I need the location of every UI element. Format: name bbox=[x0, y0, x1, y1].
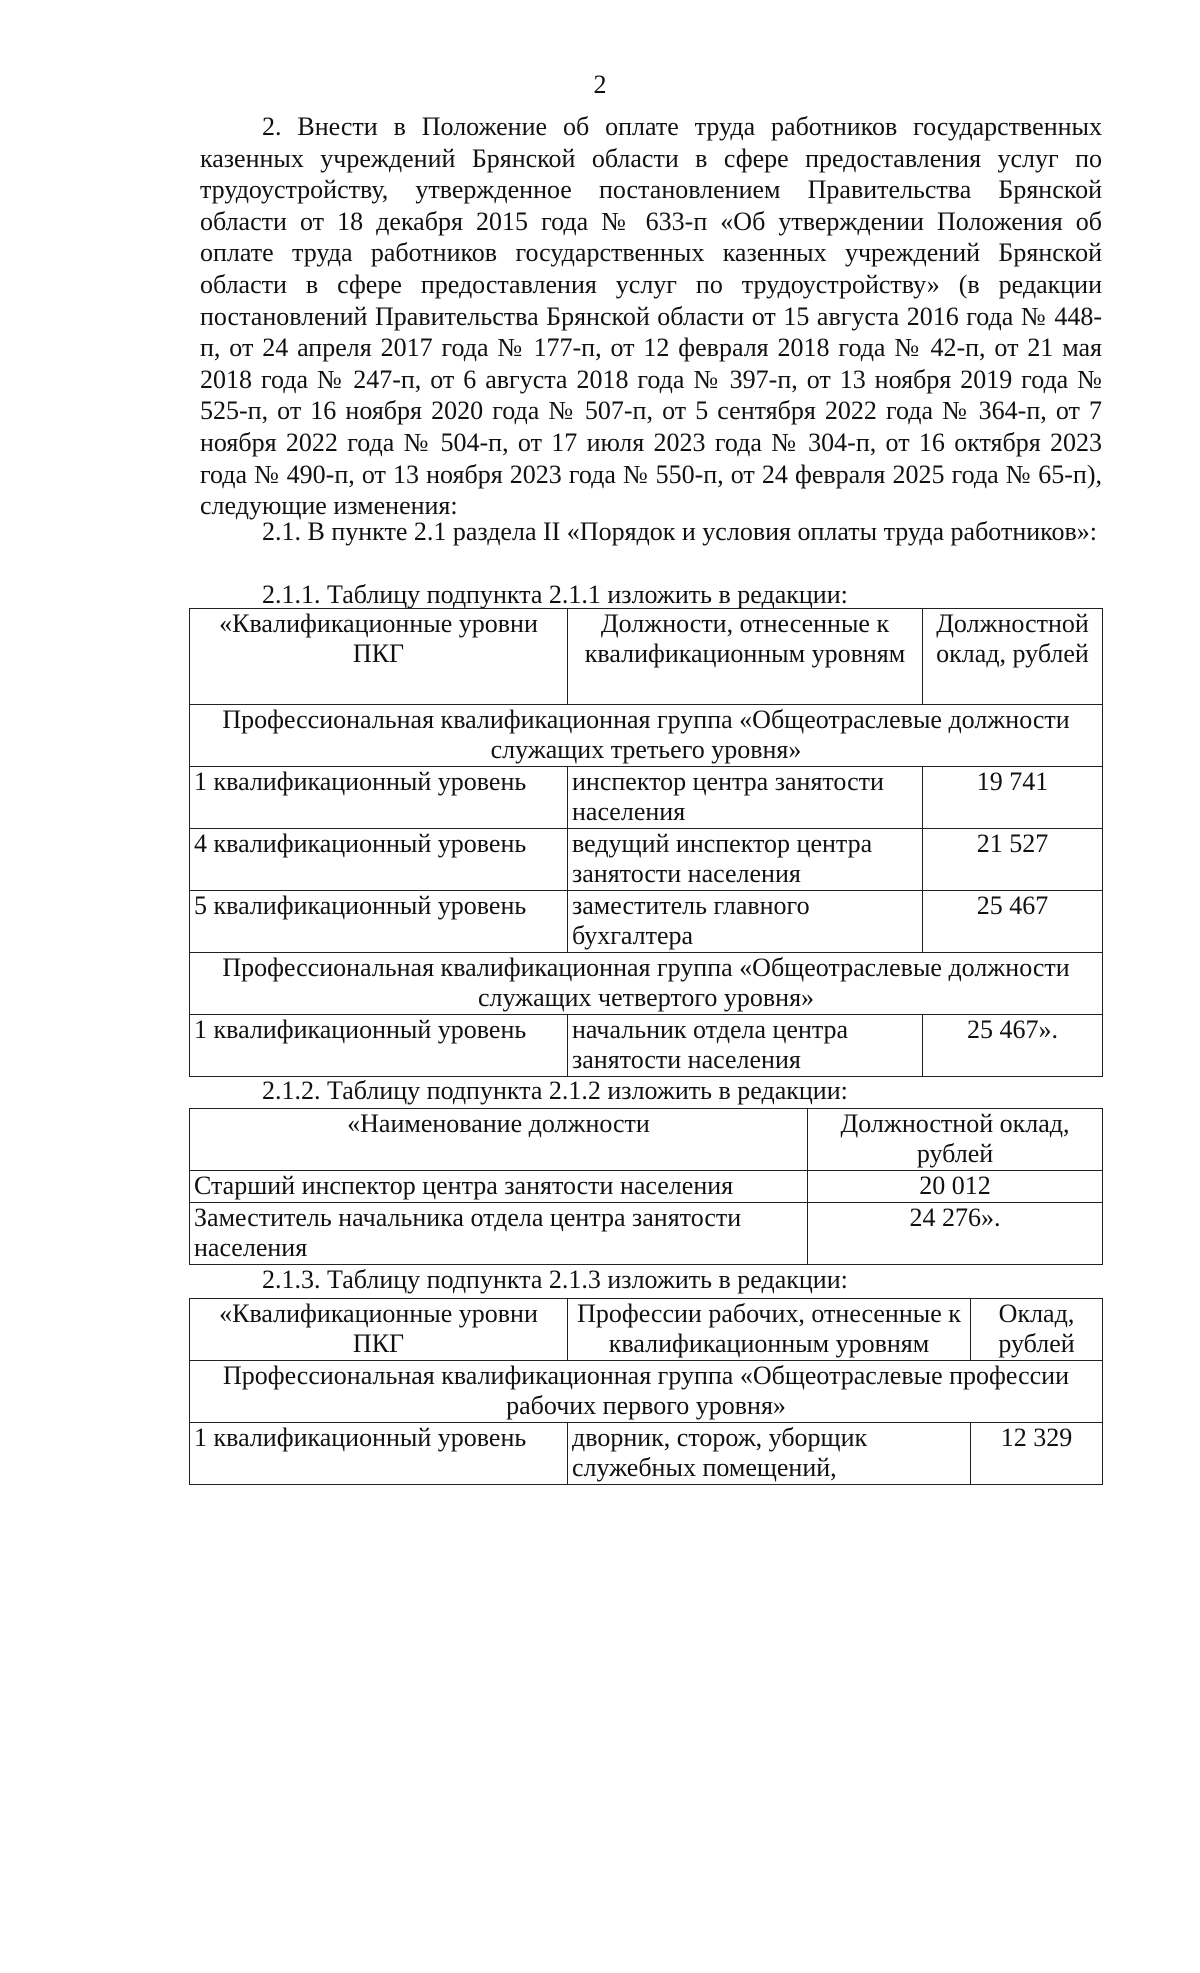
table-row bbox=[190, 891, 1103, 953]
table2-caption: 2.1.2. Таблицу подпункта 2.1.2 изложить в редакции: bbox=[262, 1076, 848, 1105]
salary-cell: 25 467 bbox=[923, 891, 1103, 953]
header-cell: Должности, отнесенные к квалификационным уровням bbox=[568, 609, 923, 705]
table1 bbox=[189, 608, 1103, 1077]
position-cell: ведущий инспектор центра занятости населения bbox=[568, 829, 923, 891]
salary-cell: 24 276». bbox=[808, 1203, 1103, 1265]
position-cell: дворник, сторож, уборщик служебных помещений, bbox=[568, 1423, 971, 1485]
header-cell: Должностной оклад, рублей bbox=[808, 1109, 1103, 1171]
table3-caption: 2.1.3. Таблицу подпункта 2.1.3 изложить в редакции: bbox=[262, 1265, 848, 1294]
position-cell: Заместитель начальника отдела центра занятости населения bbox=[190, 1203, 808, 1265]
header-cell: «Квалификационные уровни ПКГ bbox=[190, 1299, 568, 1361]
table-header-row bbox=[190, 609, 1103, 705]
table2 bbox=[189, 1108, 1103, 1265]
header-cell: Оклад, рублей bbox=[971, 1299, 1103, 1361]
salary-cell: 25 467». bbox=[923, 1015, 1103, 1077]
table-row bbox=[190, 1171, 1103, 1203]
position-cell: заместитель главного бухгалтера bbox=[568, 891, 923, 953]
table-row bbox=[190, 767, 1103, 829]
header-cell: «Наименование должности bbox=[190, 1109, 808, 1171]
group-cell: Профессиональная квалификационная группа «Общеотраслевые должности служащих четвертого уровня» bbox=[190, 953, 1103, 1015]
table-row bbox=[190, 1015, 1103, 1077]
table-row bbox=[190, 1423, 1103, 1485]
position-cell: начальник отдела центра занятости населения bbox=[568, 1015, 923, 1077]
salary-cell: 20 012 bbox=[808, 1171, 1103, 1203]
table-row bbox=[190, 1203, 1103, 1265]
header-cell: Профессии рабочих, отнесенные к квалификационным уровням bbox=[568, 1299, 971, 1361]
level-cell: 1 квалификационный уровень bbox=[190, 767, 568, 829]
table-header-row bbox=[190, 1109, 1103, 1171]
group-cell: Профессиональная квалификационная группа «Общеотраслевые должности служащих третьего уровня» bbox=[190, 705, 1103, 767]
table3 bbox=[189, 1298, 1103, 1485]
salary-cell: 21 527 bbox=[923, 829, 1103, 891]
table-row bbox=[190, 829, 1103, 891]
table-group-row bbox=[190, 953, 1103, 1015]
table-group-row bbox=[190, 705, 1103, 767]
position-cell: Старший инспектор центра занятости населения bbox=[190, 1171, 808, 1203]
position-cell: инспектор центра занятости населения bbox=[568, 767, 923, 829]
header-cell: «Квалификационные уровни ПКГ bbox=[190, 609, 568, 705]
salary-cell: 12 329 bbox=[971, 1423, 1103, 1485]
level-cell: 1 квалификационный уровень bbox=[190, 1423, 568, 1485]
table-group-row bbox=[190, 1361, 1103, 1423]
page-number: 2 bbox=[593, 70, 607, 99]
paragraph-amendment: 2. Внести в Положение об оплате труда работников государственных казенных учреждений Брянской области в сфере предоставления услуг по трудоустройству, утвержденное постановлением Правительства Брянской области от 18 декабря 2015 года № 633-п «Об утверждении Положения об оплате труда работников государственных казенных учреждений Брянской области в сфере предоставления услуг по трудоустройству» (в редакции постановлений Правительства Брянской области от 15 августа 2016 года № 448-п, от 24 апреля 2017 года № 177-п, от 12 февраля 2018 года № 42-п, от 21 мая 2018 года № 247-п, от 6 августа 2018 года № 397-п, от 13 ноября 2019 года № 525-п, от 16 ноября 2020 года № 507-п, от 5 сентября 2022 года № 364-п, от 7 ноября 2022 года № 504-п, от 17 июля 2023 года № 304-п, от 16 октября 2023 года № 490-п, от 13 ноября 2023 года № 550-п, от 24 февраля 2025 года № 65-п), следующие изменения: bbox=[200, 112, 1102, 521]
level-cell: 4 квалификационный уровень bbox=[190, 829, 568, 891]
table-header-row bbox=[190, 1299, 1103, 1361]
paragraph-section-2-1: 2.1. В пункте 2.1 раздела II «Порядок и условия оплаты труда работников»: bbox=[262, 517, 1097, 546]
level-cell: 5 квалификационный уровень bbox=[190, 891, 568, 953]
table1-caption: 2.1.1. Таблицу подпункта 2.1.1 изложить в редакции: bbox=[262, 580, 848, 609]
header-cell: Должностной оклад, рублей bbox=[923, 609, 1103, 705]
salary-cell: 19 741 bbox=[923, 767, 1103, 829]
group-cell: Профессиональная квалификационная группа «Общеотраслевые профессии рабочих первого уровня» bbox=[190, 1361, 1103, 1423]
level-cell: 1 квалификационный уровень bbox=[190, 1015, 568, 1077]
